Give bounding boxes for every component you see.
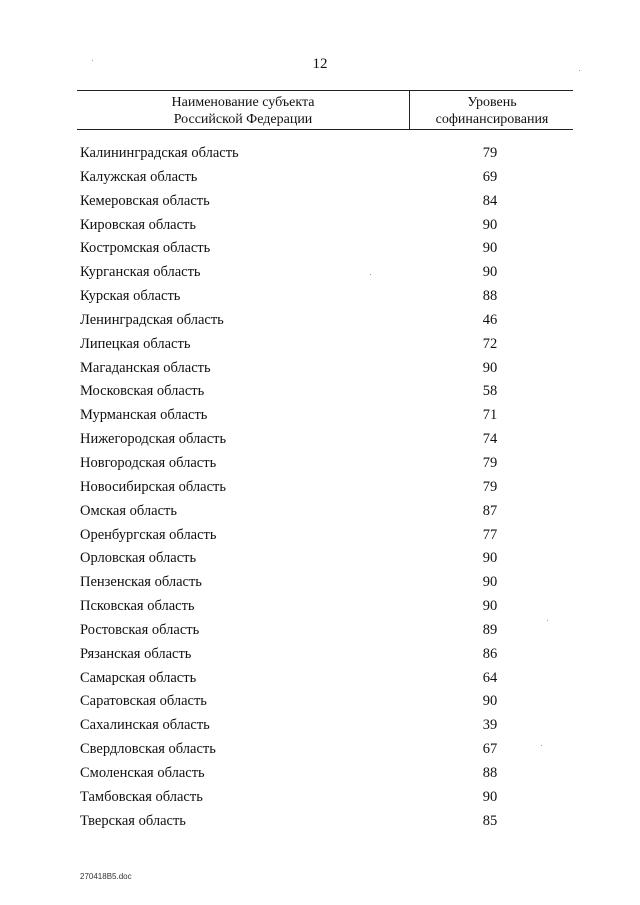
- table-row: [80, 690, 580, 714]
- table-row: [80, 214, 580, 238]
- scan-speck: [541, 745, 542, 746]
- cofinancing-value: 90: [482, 598, 498, 615]
- cofinancing-value: 72: [482, 335, 498, 352]
- table-row: [80, 571, 580, 595]
- region-name: Рязанская область: [80, 645, 192, 662]
- cofinancing-value: 90: [482, 359, 498, 376]
- cofinancing-value: 86: [482, 645, 498, 662]
- region-name: Тверская область: [80, 812, 186, 829]
- cofinancing-value: 39: [482, 717, 498, 734]
- table-row: [80, 547, 580, 571]
- table-header: [77, 90, 573, 130]
- table-row: [80, 643, 580, 667]
- region-name: Ростовская область: [80, 621, 200, 638]
- cofinancing-value: 58: [482, 383, 498, 400]
- region-name: Калининградская область: [80, 145, 239, 161]
- region-name: Псковская область: [80, 598, 195, 615]
- cofinancing-value: 84: [482, 192, 498, 209]
- table-row: [80, 190, 580, 214]
- cofinancing-value: 46: [482, 311, 498, 328]
- cofinancing-value: 90: [482, 216, 498, 233]
- region-name: Московская область: [80, 383, 205, 400]
- table-row: [80, 786, 580, 810]
- cofinancing-value: 90: [482, 240, 498, 257]
- table-row: [80, 500, 580, 524]
- region-name: Самарская область: [80, 669, 197, 686]
- region-name: Свердловская область: [80, 741, 216, 758]
- scan-speck: [579, 70, 580, 71]
- header-cofinancing-level: [411, 91, 573, 129]
- table-row: [80, 738, 580, 762]
- table-row: [80, 237, 580, 261]
- footer-filename: 270418B5.doc: [80, 872, 132, 881]
- cofinancing-value: 79: [482, 145, 498, 161]
- page-number: 12: [312, 56, 328, 72]
- cofinancing-value: 88: [482, 288, 498, 305]
- cofinancing-value: 90: [482, 574, 498, 591]
- region-name: Кировская область: [80, 216, 197, 233]
- region-name: Новгородская область: [80, 454, 217, 471]
- region-name: Орловская область: [80, 550, 197, 567]
- cofinancing-value: 90: [482, 788, 498, 805]
- header-subject-name: [77, 91, 410, 129]
- header-subject-name-line1: Наименование субъекта: [171, 95, 315, 110]
- table-row: [80, 428, 580, 452]
- table-row: [80, 714, 580, 738]
- table-row: [80, 309, 580, 333]
- region-name: Омская область: [80, 502, 177, 519]
- region-name: Магаданская область: [80, 359, 211, 376]
- table-row: [80, 142, 580, 166]
- table-body: [80, 142, 580, 833]
- header-cofinancing-level-line2: софинансирования: [435, 112, 549, 127]
- cofinancing-value: 79: [482, 454, 498, 471]
- region-name: Оренбургская область: [80, 526, 217, 543]
- region-name: Кемеровская область: [80, 192, 210, 209]
- region-name: Саратовская область: [80, 693, 207, 710]
- region-name: Пензенская область: [80, 574, 202, 591]
- region-name: Смоленская область: [80, 764, 205, 781]
- cofinancing-value: 77: [482, 526, 498, 543]
- table-row: [80, 261, 580, 285]
- scan-speck: [92, 60, 93, 61]
- cofinancing-value: 67: [482, 741, 498, 758]
- cofinancing-value: 64: [482, 669, 498, 686]
- cofinancing-value: 89: [482, 621, 498, 638]
- header-cofinancing-level-line1: Уровень: [467, 95, 517, 110]
- cofinancing-value: 87: [482, 502, 498, 519]
- region-name: Ленинградская область: [80, 311, 224, 328]
- table-row: [80, 380, 580, 404]
- cofinancing-value: 71: [482, 407, 498, 424]
- cofinancing-value: 88: [482, 764, 498, 781]
- cofinancing-value: 90: [482, 550, 498, 567]
- table-row: [80, 333, 580, 357]
- table-row: [80, 810, 580, 834]
- scan-speck: [370, 274, 371, 275]
- table-row: [80, 595, 580, 619]
- table-row: [80, 357, 580, 381]
- region-name: Мурманская область: [80, 407, 208, 424]
- table-row: [80, 524, 580, 548]
- table-row: [80, 404, 580, 428]
- region-name: Костромская область: [80, 240, 211, 257]
- region-name: Тамбовская область: [80, 788, 203, 805]
- cofinancing-value: 85: [482, 812, 498, 829]
- table-row: [80, 166, 580, 190]
- cofinancing-value: 74: [482, 431, 498, 448]
- cofinancing-value: 90: [482, 264, 498, 281]
- region-name: Новосибирская область: [80, 478, 226, 495]
- table-row: [80, 667, 580, 691]
- cofinancing-value: 69: [482, 168, 498, 185]
- table-row: [80, 762, 580, 786]
- region-name: Сахалинская область: [80, 717, 210, 734]
- header-subject-name-line2: Российской Федерации: [173, 112, 313, 127]
- cofinancing-value: 90: [482, 693, 498, 710]
- table-row: [80, 476, 580, 500]
- table-row: [80, 619, 580, 643]
- region-name: Курганская область: [80, 264, 201, 281]
- table-row: [80, 285, 580, 309]
- region-name: Липецкая область: [80, 335, 191, 352]
- region-name: Калужская область: [80, 168, 198, 185]
- region-name: Курская область: [80, 288, 181, 305]
- region-name: Нижегородская область: [80, 431, 227, 448]
- table-row: [80, 452, 580, 476]
- cofinancing-value: 79: [482, 478, 498, 495]
- scan-speck: [547, 620, 548, 621]
